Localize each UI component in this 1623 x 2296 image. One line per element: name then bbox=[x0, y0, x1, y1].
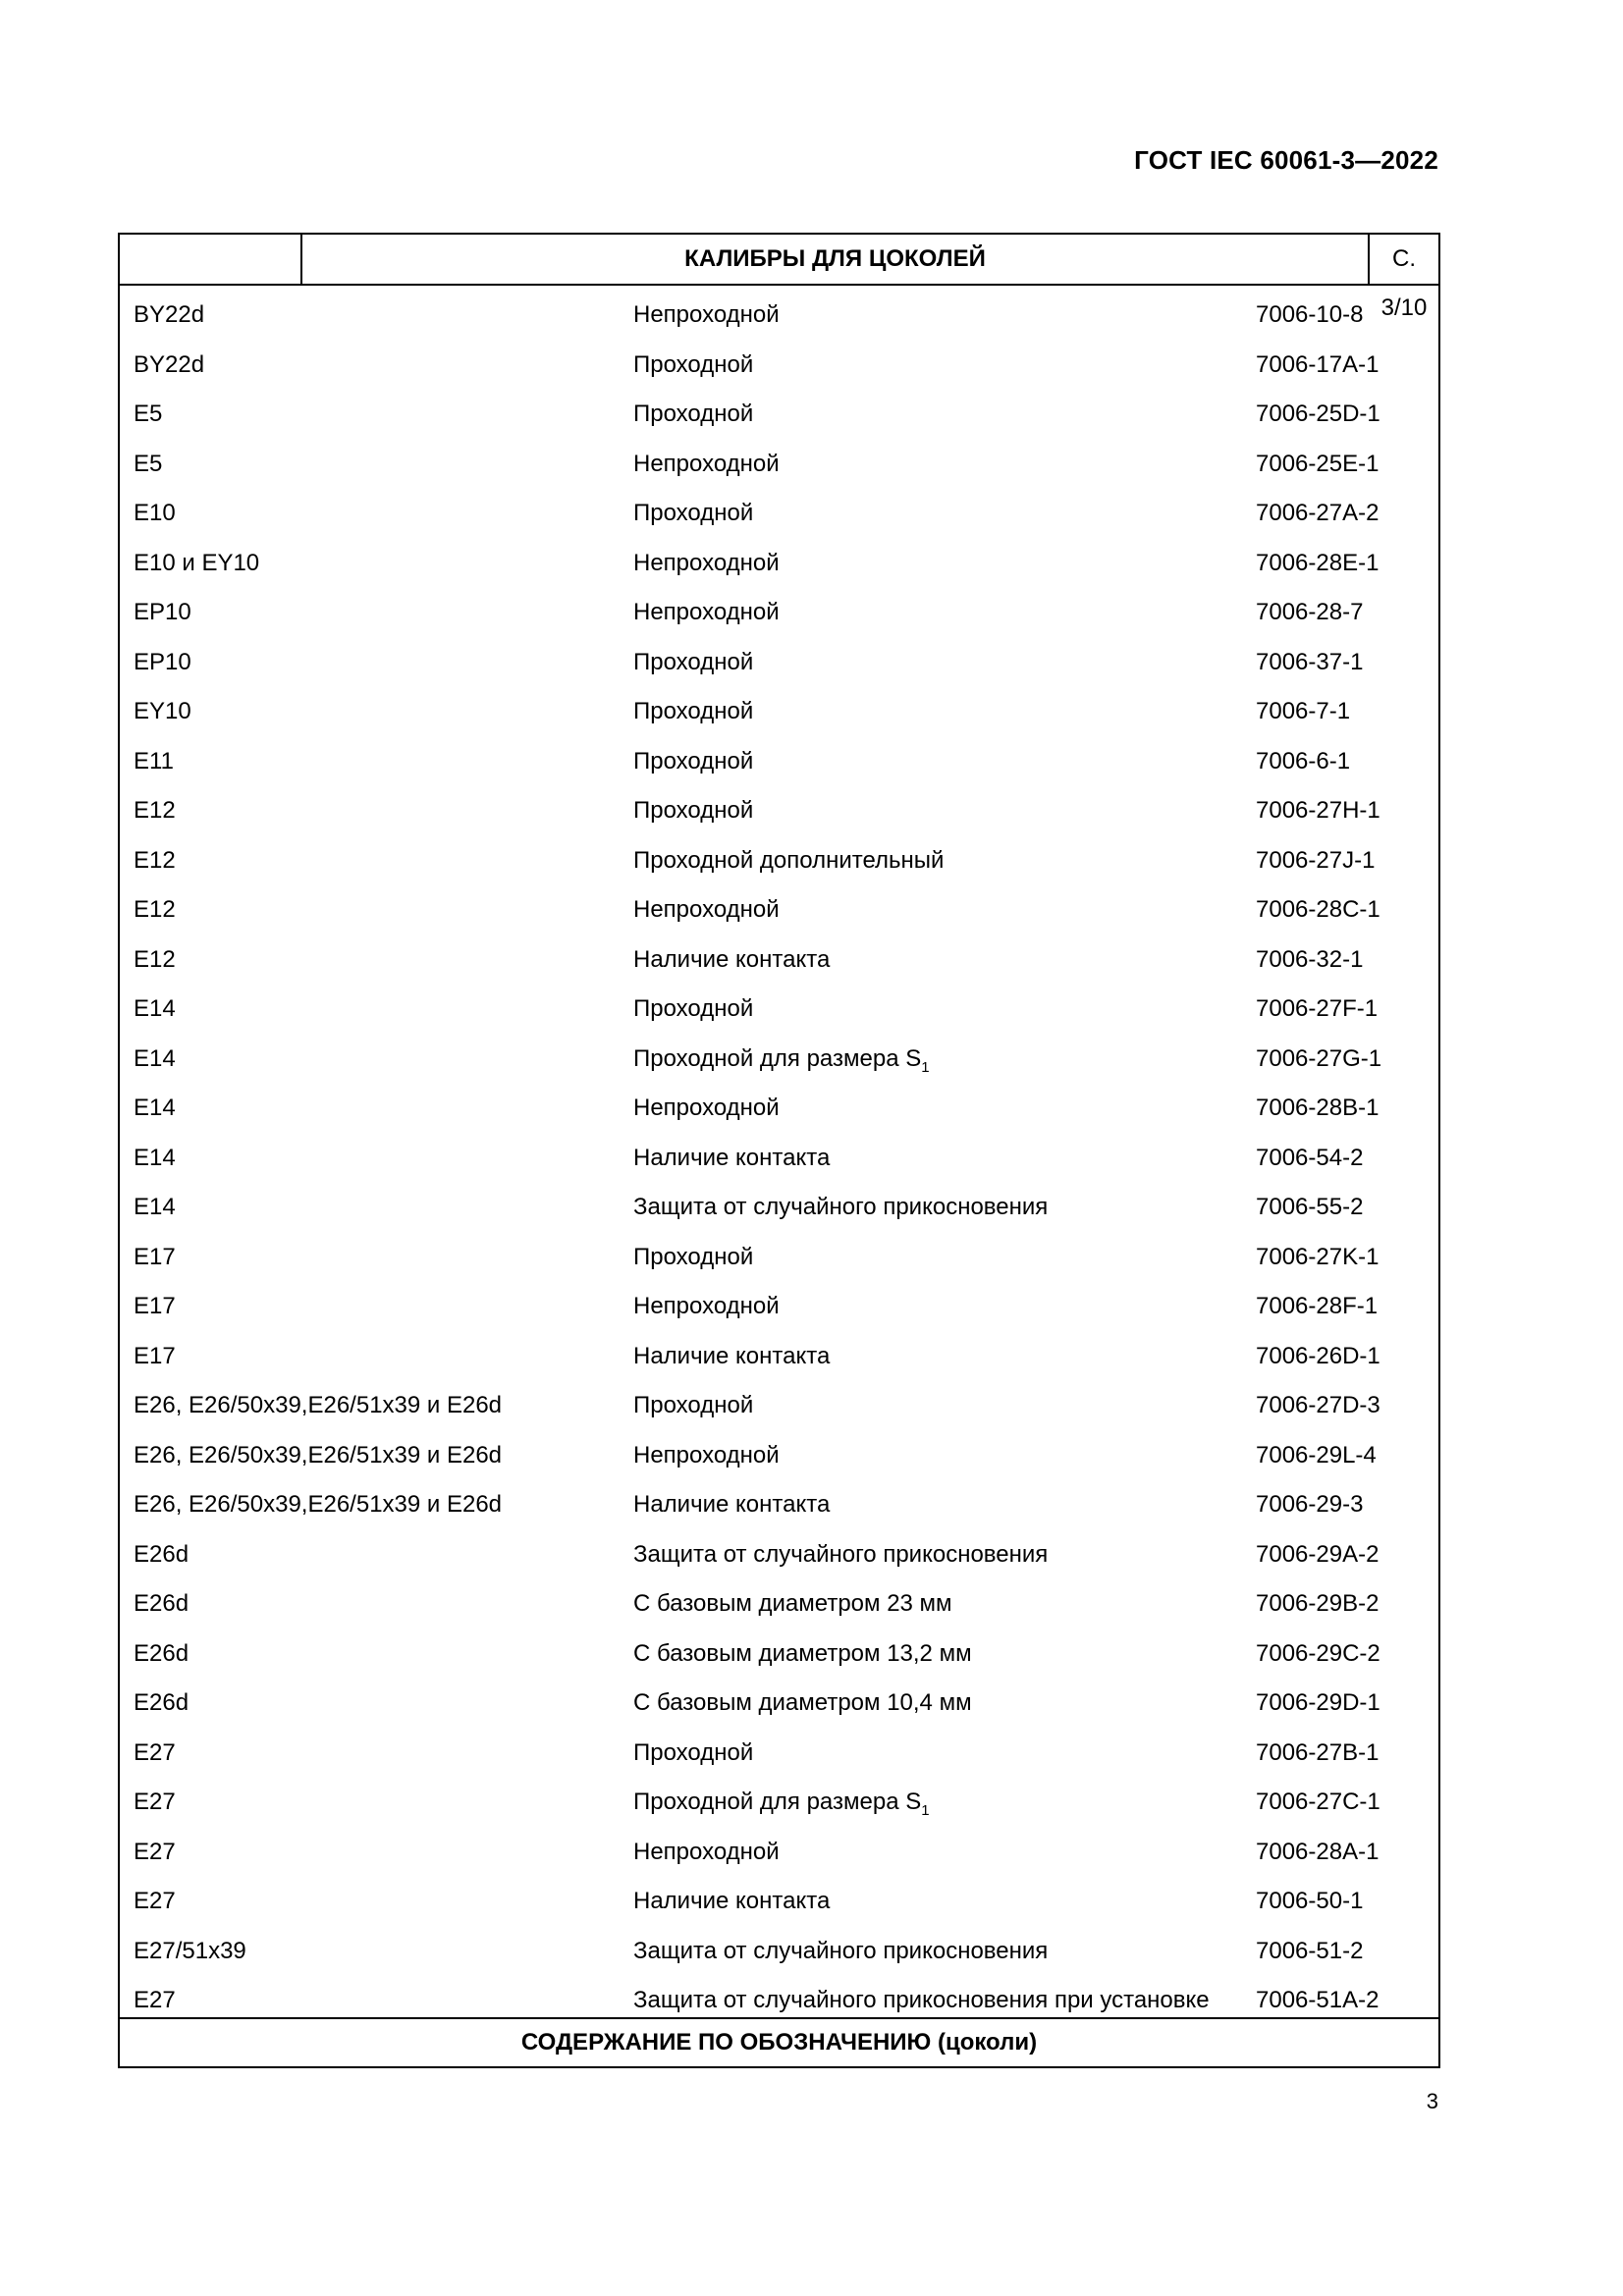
gauge-type-text: С базовым диаметром 23 мм bbox=[633, 1590, 952, 1617]
gauge-type bbox=[633, 1541, 1048, 1569]
table-row bbox=[120, 496, 1438, 546]
gauge-type bbox=[633, 896, 780, 924]
table-row bbox=[120, 1537, 1438, 1587]
table-row bbox=[120, 1835, 1438, 1885]
sheet-code: 7006-10-8 bbox=[1256, 301, 1364, 328]
gauge-type-text: Непроходной bbox=[633, 1293, 780, 1319]
table-row bbox=[120, 1289, 1438, 1339]
table-row bbox=[120, 1438, 1438, 1488]
gauge-type bbox=[633, 649, 753, 676]
sheet-code: 7006-37-1 bbox=[1256, 648, 1364, 675]
table-row bbox=[120, 645, 1438, 695]
gauge-type-text: Защита от случайного прикосновения при установке bbox=[633, 1987, 1210, 2013]
table-row bbox=[120, 1884, 1438, 1934]
sheet-code: 7006-29A-2 bbox=[1256, 1540, 1380, 1568]
base-designation: E12 bbox=[134, 846, 176, 874]
gauge-type bbox=[633, 1888, 830, 1915]
base-designation: E14 bbox=[134, 995, 176, 1022]
base-designation: E17 bbox=[134, 1342, 176, 1369]
table-row bbox=[120, 447, 1438, 497]
gauge-type-text: Наличие контакта bbox=[633, 1888, 831, 1914]
sheet-code: 7006-28C-1 bbox=[1256, 896, 1380, 923]
document-code: ГОСТ IEC 60061-3—2022 bbox=[1134, 145, 1438, 175]
table-row bbox=[120, 843, 1438, 893]
gauge-type bbox=[633, 550, 780, 577]
base-designation: E12 bbox=[134, 945, 176, 973]
table-footer: СОДЕРЖАНИЕ ПО ОБОЗНАЧЕНИЮ (цоколи) bbox=[120, 2017, 1438, 2066]
base-designation: BY22d bbox=[134, 350, 205, 378]
table-row bbox=[120, 1339, 1438, 1389]
gauge-type-text: Проходной bbox=[633, 648, 754, 675]
sheet-code: 7006-55-2 bbox=[1256, 1194, 1364, 1220]
table-row bbox=[120, 892, 1438, 942]
table-row bbox=[120, 1934, 1438, 1984]
sheet-code: 7006-28F-1 bbox=[1256, 1293, 1379, 1319]
table-row bbox=[120, 793, 1438, 843]
table-row bbox=[120, 1636, 1438, 1686]
gauge-type-text: Непроходной bbox=[633, 1838, 780, 1865]
gauge-type-text: С базовым диаметром 13,2 мм bbox=[633, 1639, 972, 1667]
sheet-code: 7006-25E-1 bbox=[1256, 450, 1380, 477]
base-designation: E26d bbox=[134, 1689, 189, 1716]
gauge-type-text: Проходной bbox=[633, 797, 754, 824]
gauge-type-text: Непроходной bbox=[633, 549, 780, 576]
gauge-type-text: Наличие контакта bbox=[633, 1342, 831, 1369]
base-designation: E27 bbox=[134, 1888, 176, 1914]
sheet-code: 7006-29C-2 bbox=[1256, 1639, 1380, 1667]
base-designation: E10 и EY10 bbox=[134, 549, 260, 576]
table-row bbox=[120, 595, 1438, 645]
gauge-type-text: Проходной для размера S bbox=[633, 1044, 922, 1072]
page-number: 3 bbox=[1426, 2089, 1438, 2113]
base-designation: E26d bbox=[134, 1639, 189, 1667]
gauge-type-text: Непроходной bbox=[633, 450, 780, 477]
gauge-type-text: Наличие контакта bbox=[633, 945, 831, 973]
table-row bbox=[120, 694, 1438, 744]
gauge-type bbox=[633, 1442, 780, 1469]
gauge-type-text: Непроходной bbox=[633, 301, 780, 328]
base-designation: E26, E26/50x39,E26/51x39 и E26d bbox=[134, 1441, 503, 1468]
sheet-code: 7006-28A-1 bbox=[1256, 1838, 1380, 1865]
base-designation: E27 bbox=[134, 1838, 176, 1865]
base-designation: E5 bbox=[134, 400, 163, 427]
gauge-type-text: Защита от случайного прикосновения bbox=[633, 1194, 1049, 1220]
gauge-type bbox=[633, 351, 753, 379]
gauge-type-text: Проходной bbox=[633, 400, 754, 427]
sheet-code: 7006-51A-2 bbox=[1256, 1987, 1380, 2013]
base-designation: E10 bbox=[134, 500, 176, 526]
gauge-type-text: Проходной для размера S bbox=[633, 1789, 922, 1815]
base-designation: EY10 bbox=[134, 698, 191, 724]
sheet-code: 7006-27D-3 bbox=[1256, 1392, 1380, 1418]
base-designation: E12 bbox=[134, 797, 176, 824]
gauge-type-text: Непроходной bbox=[633, 896, 780, 923]
table-row bbox=[120, 1586, 1438, 1636]
table-row bbox=[120, 297, 1438, 347]
gauge-type-text: Проходной bbox=[633, 995, 754, 1022]
gauge-type bbox=[633, 847, 944, 875]
gauge-type-text: Непроходной bbox=[633, 1095, 780, 1121]
base-designation: E14 bbox=[134, 1044, 176, 1072]
table-row bbox=[120, 1091, 1438, 1141]
table-row bbox=[120, 1190, 1438, 1240]
base-designation: E26, E26/50x39,E26/51x39 и E26d bbox=[134, 1392, 503, 1418]
sheet-code: 7006-29D-1 bbox=[1256, 1689, 1380, 1716]
sheet-code: 7006-29L-4 bbox=[1256, 1441, 1377, 1468]
subscript: 1 bbox=[921, 1802, 930, 1819]
gauge-type bbox=[633, 1590, 952, 1618]
gauge-type bbox=[633, 1789, 930, 1819]
sheet-code: 7006-50-1 bbox=[1256, 1888, 1364, 1914]
table-row bbox=[120, 942, 1438, 992]
table-row bbox=[120, 1685, 1438, 1735]
base-designation: E12 bbox=[134, 896, 176, 923]
table-row bbox=[120, 546, 1438, 596]
gauge-type bbox=[633, 400, 753, 428]
gauge-type-text: Проходной bbox=[633, 747, 754, 774]
gauge-type bbox=[633, 946, 830, 974]
sheet-code: 7006-6-1 bbox=[1256, 747, 1351, 774]
table-row bbox=[120, 1240, 1438, 1290]
sheet-code: 7006-28E-1 bbox=[1256, 549, 1380, 576]
table-row bbox=[120, 1785, 1438, 1835]
gauge-type-text: Проходной bbox=[633, 1243, 754, 1270]
base-designation: E26d bbox=[134, 1590, 189, 1617]
sheet-code: 7006-51-2 bbox=[1256, 1937, 1364, 1964]
gauge-type-text: Наличие контакта bbox=[633, 1144, 831, 1171]
gauge-type-text: Проходной bbox=[633, 350, 754, 378]
sheet-code: 7006-27G-1 bbox=[1256, 1044, 1382, 1072]
subscript: 1 bbox=[921, 1058, 930, 1076]
gauge-type bbox=[633, 599, 780, 626]
sheet-code: 7006-29B-2 bbox=[1256, 1590, 1380, 1617]
gauge-type bbox=[633, 1145, 830, 1172]
base-designation: E26, E26/50x39,E26/51x39 и E26d bbox=[134, 1491, 503, 1518]
base-designation: E27 bbox=[134, 1789, 176, 1815]
gauge-type-text: Защита от случайного прикосновения bbox=[633, 1540, 1049, 1568]
table-row bbox=[120, 1735, 1438, 1786]
gauge-type-text: Наличие контакта bbox=[633, 1491, 831, 1518]
gauge-type bbox=[633, 797, 753, 825]
gauge-type bbox=[633, 500, 753, 527]
gauge-type bbox=[633, 1392, 753, 1419]
gauge-type bbox=[633, 1491, 830, 1519]
gauge-type-text: С базовым диаметром 10,4 мм bbox=[633, 1689, 972, 1716]
sheet-code: 7006-27B-1 bbox=[1256, 1738, 1380, 1766]
sheet-code: 7006-54-2 bbox=[1256, 1144, 1364, 1171]
sheet-code: 7006-26D-1 bbox=[1256, 1342, 1380, 1369]
sheet-code: 7006-25D-1 bbox=[1256, 400, 1380, 427]
gauges-table bbox=[118, 233, 1440, 2068]
base-designation: E14 bbox=[134, 1095, 176, 1121]
sheet-code: 7006-27J-1 bbox=[1256, 846, 1376, 874]
table-row bbox=[120, 1041, 1438, 1092]
gauge-type-text: Проходной bbox=[633, 500, 754, 526]
gauge-type bbox=[633, 1640, 972, 1668]
gauge-type bbox=[633, 301, 780, 329]
gauge-type bbox=[633, 451, 780, 478]
sheet-code: 7006-27C-1 bbox=[1256, 1789, 1380, 1815]
table-row bbox=[120, 744, 1438, 794]
table-row bbox=[120, 1388, 1438, 1438]
base-designation: EP10 bbox=[134, 648, 191, 675]
gauge-type-text: Непроходной bbox=[633, 599, 780, 625]
sheet-code: 7006-28-7 bbox=[1256, 599, 1364, 625]
table-row bbox=[120, 1487, 1438, 1537]
sheet-code: 7006-27F-1 bbox=[1256, 995, 1379, 1022]
sheet-code: 7006-32-1 bbox=[1256, 945, 1364, 973]
base-designation: E17 bbox=[134, 1243, 176, 1270]
gauge-type-text: Непроходной bbox=[633, 1441, 780, 1468]
sheet-code: 7006-29-3 bbox=[1256, 1491, 1364, 1518]
gauge-type bbox=[633, 1689, 972, 1717]
base-designation: E27/51x39 bbox=[134, 1937, 246, 1964]
sheet-code: 7006-7-1 bbox=[1256, 698, 1351, 724]
gauge-type bbox=[633, 748, 753, 775]
sheet-code: 7006-28B-1 bbox=[1256, 1095, 1380, 1121]
base-designation: E5 bbox=[134, 450, 163, 477]
gauge-type bbox=[633, 995, 753, 1023]
gauge-type-text: Проходной bbox=[633, 698, 754, 724]
base-designation: BY22d bbox=[134, 301, 205, 328]
base-designation: E14 bbox=[134, 1194, 176, 1220]
gauge-type-text: Проходной bbox=[633, 1392, 754, 1418]
gauge-type bbox=[633, 1739, 753, 1767]
gauge-type bbox=[633, 1095, 780, 1122]
gauge-type bbox=[633, 1343, 830, 1370]
gauge-type bbox=[633, 1987, 1210, 2014]
sheet-code: 7006-27K-1 bbox=[1256, 1243, 1380, 1270]
gauge-type bbox=[633, 1839, 780, 1866]
sheet-code: 7006-27A-2 bbox=[1256, 500, 1380, 526]
table-row bbox=[120, 1141, 1438, 1191]
gauge-type bbox=[633, 1938, 1048, 1965]
gauge-type bbox=[633, 698, 753, 725]
gauge-type bbox=[633, 1044, 930, 1076]
sheet-page-reference: С. 3/10 bbox=[1380, 245, 1428, 321]
header-empty-cell bbox=[120, 235, 302, 284]
gauge-type-text: Защита от случайного прикосновения bbox=[633, 1937, 1049, 1964]
base-designation: EP10 bbox=[134, 599, 191, 625]
gauge-type bbox=[633, 1194, 1048, 1221]
gauge-type bbox=[633, 1293, 780, 1320]
base-designation: E17 bbox=[134, 1293, 176, 1319]
gauge-type bbox=[633, 1244, 753, 1271]
table-row bbox=[120, 397, 1438, 447]
base-designation: E27 bbox=[134, 1738, 176, 1766]
gauge-type-text: Проходной дополнительный bbox=[633, 846, 945, 874]
gauge-type-text: Проходной bbox=[633, 1738, 754, 1766]
sheet-code: 7006-17A-1 bbox=[1256, 350, 1380, 378]
base-designation: E27 bbox=[134, 1987, 176, 2013]
table-body bbox=[120, 297, 1438, 2033]
base-designation: E11 bbox=[134, 747, 174, 774]
table-title: КАЛИБРЫ ДЛЯ ЦОКОЛЕЙ bbox=[302, 235, 1370, 284]
table-row bbox=[120, 991, 1438, 1041]
base-designation: E26d bbox=[134, 1540, 189, 1568]
sheet-code: 7006-27H-1 bbox=[1256, 797, 1380, 824]
table-row bbox=[120, 347, 1438, 398]
base-designation: E14 bbox=[134, 1144, 176, 1171]
